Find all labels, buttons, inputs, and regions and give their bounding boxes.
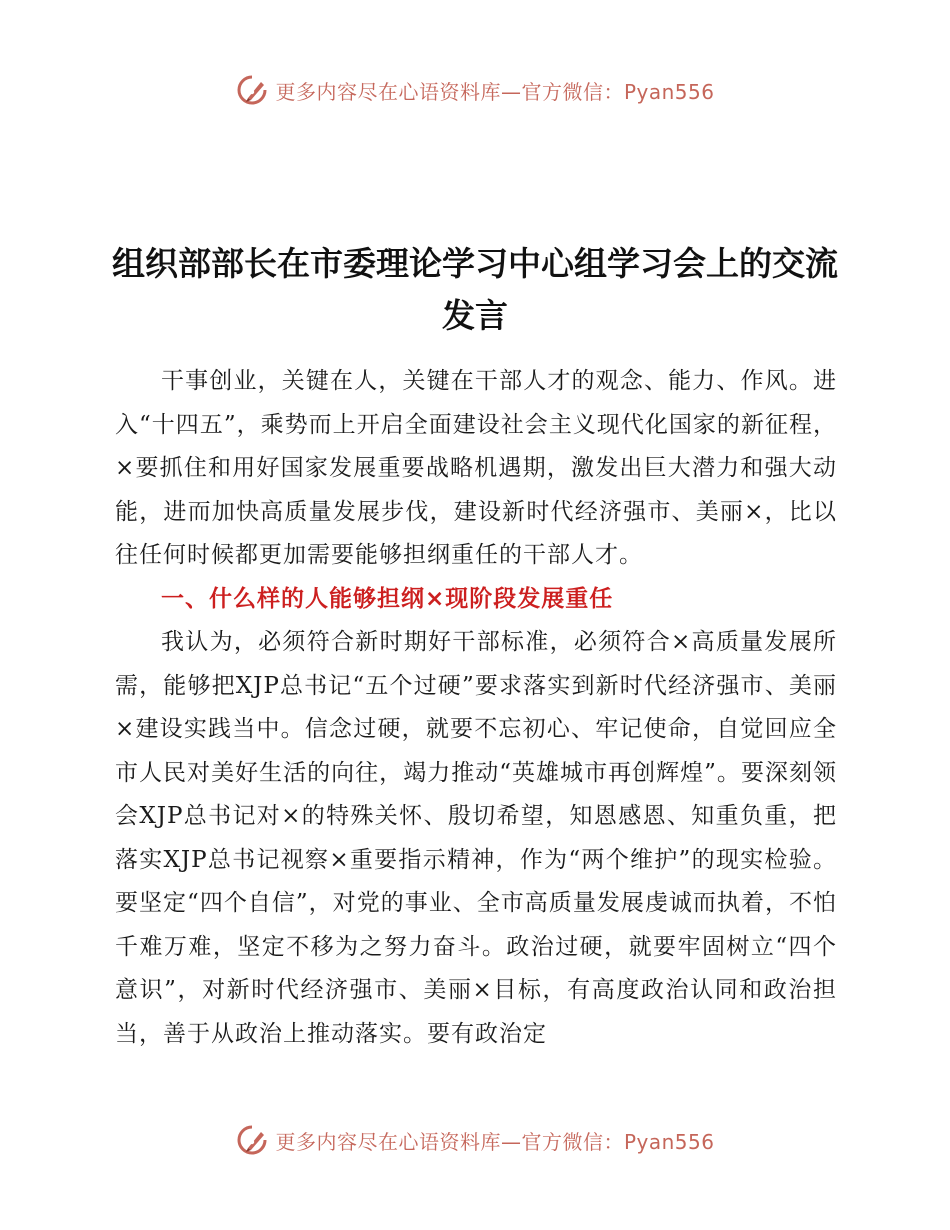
document-body [115,360,837,1056]
section-heading-1: 一、什么样的人能够担纲×现阶段发展重任 [161,585,614,612]
watermark-content [235,73,714,107]
paragraph-section-1: 我认为，必须符合新时期好干部标准，必须符合×高质量发展所需，能够把XJP总书记“五个过硬”要求落实到新时代经济强市、美丽×建设实践当中。信念过硬，就要不忘初心、牢记使命，自觉回应全市人民对美好生活的向往，竭力推动“英雄城市再创辉煌”。要深刻领会XJP总书记对×的特殊关怀、殷切希望，知恩感恩、知重负重，把落实XJP总书记视察×重要指示精神，作为“两个维护”的现实检验。要坚定“四个自信”，对党的事业、全市高质量发展虔诚而执着，不怕千难万难，坚定不移为之努力奋斗。政治过硬，就要牢固树立“四个意识”，对新时代经济强市、美丽×目标，有高度政治认同和政治担当，善于从政治上推动落实。要有政治定 [115,629,837,1047]
watermark-text: 更多内容尽在心语资料库—官方微信：Pyan556 [275,79,715,104]
watermark-banner-top [0,70,950,110]
watermark-text: 更多内容尽在心语资料库—官方微信：Pyan556 [275,1129,715,1154]
paragraph-intro: 干事创业，关键在人，关键在干部人才的观念、能力、作风。进入“十四五”，乘势而上开启全面建设社会主义现代化国家的新征程，×要抓住和用好国家发展重要战略机遇期，激发出巨大潜力和强大动能，进而加快高质量发展步伐，建设新时代经济强市、美丽×，比以往任何时候都更加需要能够担纲重任的干部人才。 [115,368,837,568]
watermark-banner-bottom [0,1120,950,1160]
pen-nib-circle-icon [235,73,269,107]
document-title: 组织部部长在市委理论学习中心组学习会上的交流发言 [112,244,838,335]
pen-nib-circle-icon [235,1123,269,1157]
watermark-content [235,1123,714,1157]
